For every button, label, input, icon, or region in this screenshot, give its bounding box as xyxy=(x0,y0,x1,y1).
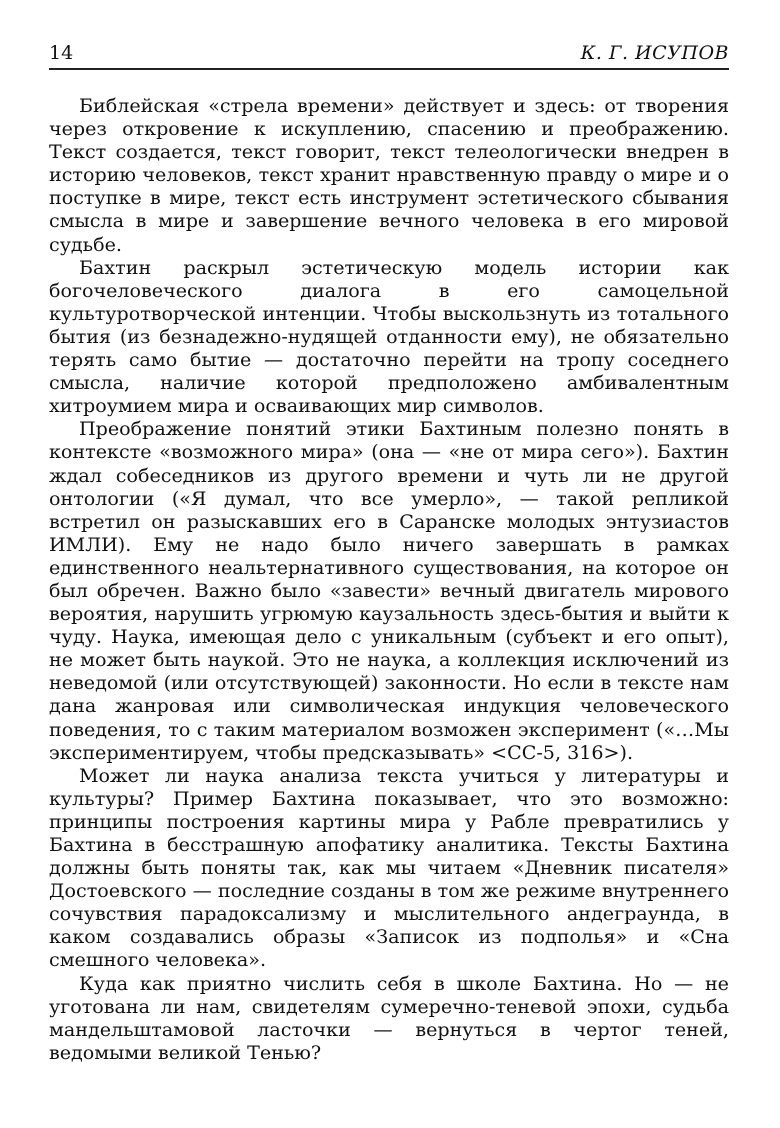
page-number: 14 xyxy=(49,42,74,64)
paragraph: Бахтин раскрыл эстетическую модель истории как богочеловеческого диалога в его самоцельной культуротворческой интенции. Чтобы выскользнуть из тотального бытия (из безнадежно-нудящей отданности ему), не обязательно терять само бытие — достаточно перейти на тропу соседнего смысла, наличие которой предположено амбивалентным хитроумием мира и осваивающих мир символов. xyxy=(49,255,729,418)
paragraph: Может ли наука анализа текста учиться у литературы и культуры? Пример Бахтина показывает, что это возможно: принципы построения картины мира у Рабле превратились у Бахтина в бесстрашную апофатику аналитика. Тексты Бахтина должны быть поняты так, как мы читаем «Дневник писателя» Достоевского — последние созданы в том же режиме внутреннего сочувствия парадоксализму и мыслительного андеграунда, в каком создавались образы «Записок из подполья» и «Сна смешного человека». xyxy=(49,763,729,972)
page-header xyxy=(49,38,729,70)
paragraph: Куда как приятно числить себя в школе Бахтина. Но — не уготована ли нам, свидетелям сумеречно-теневой эпохи, судьба мандельштамовой ласточки — вернуться в чертог теней, ведомыми великой Тенью? xyxy=(49,971,729,1064)
running-head-author: К. Г. ИСУПОВ xyxy=(580,42,729,64)
paragraph: Библейская «стрела времени» действует и здесь: от творения через откровение к искуплению, спасению и преображению. Текст создается, текст говорит, текст телеологически внедрен в историю человеков, текст хранит нравственную правду о мире и о поступке в мире, текст есть инструмент эстетического сбывания смысла в мире и завершение вечного человека в его мировой судьбе. xyxy=(49,94,729,256)
paragraph: Преображение понятий этики Бахтиным полезно понять в контексте «возможного мира» (она — «не от мира сего»). Бахтин ждал собеседников из другого времени и чуть ли не другой онтологии («Я думал, что все умерло», — такой репликой встретил он разыскавших его в Саранске молодых энтузиастов ИМЛИ). Ему не надо было ничего завершать в рамках единственного неальтернативного существования, на которое он был обречен. Важно было «завести» вечный двигатель мирового вероятия, нарушить угрюмую каузальность здесь-бытия и выйти к чуду. Наука, имеющая дело с уникальным (субъект и его опыт), не может быть наукой. Это не наука, а коллекция исключений из неведомой (или отсутствующей) законности. Но если в тексте нам дана жанровая или символическая индукция человеческого поведения, то с таким материалом возможен эксперимент («…Мы экспериментируем, чтобы предсказывать» <СС-5, 316>). xyxy=(49,417,729,764)
body-text xyxy=(49,94,729,1064)
